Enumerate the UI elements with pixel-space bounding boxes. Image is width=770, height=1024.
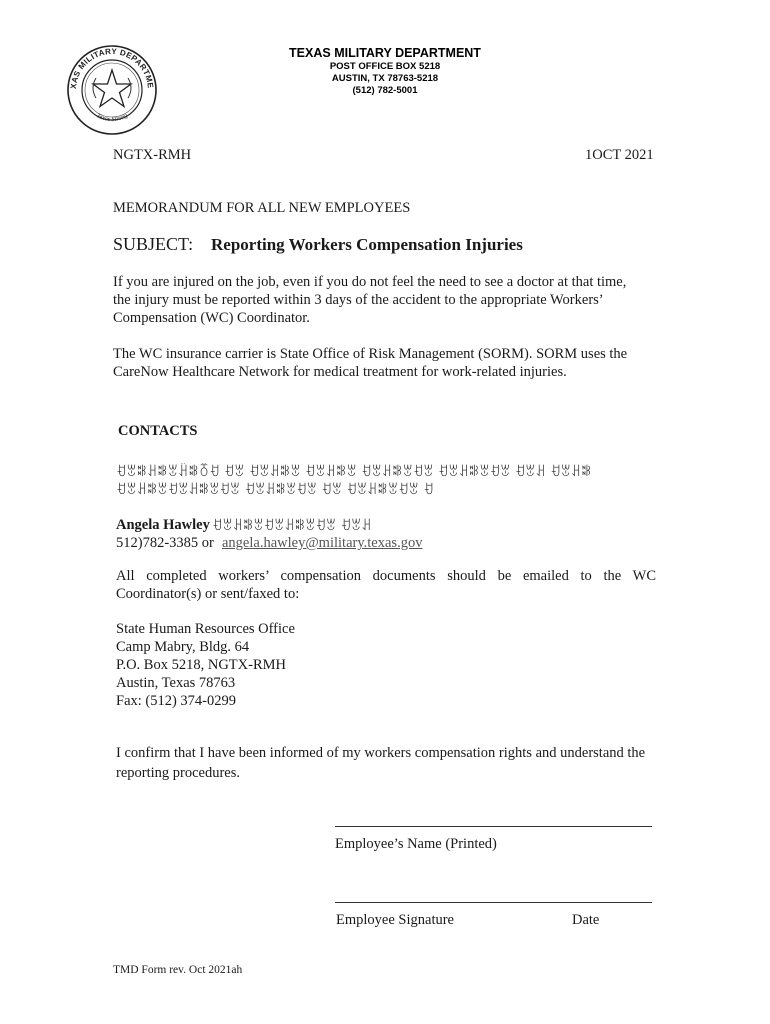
address-fax: Fax: (512) 374-0299 bbox=[116, 693, 237, 709]
memo-date: 1OCT 2021 bbox=[585, 147, 654, 163]
subject-title: Reporting Workers Compensation Injuries bbox=[211, 235, 523, 254]
address-office: State Human Resources Office bbox=[116, 621, 295, 637]
confirmation-line-1: I confirm that I have been informed of my workers compensation rights and understand the bbox=[116, 745, 646, 761]
subject-label: SUBJECT: bbox=[113, 234, 194, 254]
paragraph-1-line-3: Compensation (WC) Coordinator. bbox=[113, 310, 310, 326]
contact-phone: 512)782-3385 or bbox=[116, 535, 214, 551]
contact-email-link[interactable]: angela.hawley@military.texas.gov bbox=[222, 535, 423, 551]
contact-name: Angela Hawley bbox=[116, 517, 210, 533]
address-line-1: POST OFFICE BOX 5218 bbox=[329, 61, 441, 72]
address-building: Camp Mabry, Bldg. 64 bbox=[116, 639, 250, 655]
paragraph-1-line-1: If you are injured on the job, even if you do not feel the need to see a doctor at that time, bbox=[113, 274, 627, 290]
org-name: TEXAS MILITARY DEPARTMENT bbox=[289, 46, 481, 60]
signature-label: Employee Signature bbox=[336, 912, 454, 928]
contacts-heading: CONTACTS bbox=[118, 423, 198, 439]
form-revision: TMD Form rev. Oct 2021ah bbox=[113, 964, 243, 976]
header-phone: (512) 782-5001 bbox=[352, 85, 418, 96]
signature-line[interactable] bbox=[335, 902, 652, 903]
date-label: Date bbox=[572, 912, 600, 928]
paragraph-2-line-2: CareNow Healthcare Network for medical treatment for work-related injuries. bbox=[113, 364, 567, 380]
department-seal bbox=[66, 44, 158, 136]
svg-text:TEXAS MILITARY DEPARTMENT: XAS MILITARY DEPARTME bbox=[68, 46, 156, 90]
contacts-garbled-line-1: ꀀꂄꄀꃅꄀꂄꃄꄀꅁꀀ ꀀꂄ ꀀꂄꃅꄀꂄ ꀀꂄꃅꄀꂄ ꀀꂄꃅꄀꂄꀀꂄ ꀀꂄꃅꄀꂄꀀꂄ ꀀꂄꃅ ꀀꂄꃅꄀ bbox=[116, 465, 592, 480]
contact-name-garbled: ꀀꂄꃅꄀꂄꀀꂄꃅꄀꂄꀀꂄ ꀀꂄꃅ bbox=[212, 519, 372, 534]
address-city: Austin, Texas 78763 bbox=[116, 675, 236, 691]
address-po-box: P.O. Box 5218, NGTX-RMH bbox=[116, 657, 286, 673]
svg-text:Texas Strong: Texas Strong bbox=[95, 112, 129, 124]
printed-name-label: Employee’s Name (Printed) bbox=[335, 836, 497, 852]
paragraph-1-line-2: the injury must be reported within 3 days of the accident to the appropriate Workers’ bbox=[113, 292, 604, 308]
printed-name-line[interactable] bbox=[335, 826, 652, 827]
memo-for: MEMORANDUM FOR ALL NEW EMPLOYEES bbox=[113, 200, 411, 216]
office-symbol: NGTX-RMH bbox=[113, 147, 192, 163]
submission-line-1: All completed workers’ compensation documents should be emailed to the WC bbox=[116, 568, 656, 584]
paragraph-2-line-1: The WC insurance carrier is State Office of Risk Management (SORM). SORM uses the bbox=[113, 346, 628, 362]
address-line-2: AUSTIN, TX 78763-5218 bbox=[331, 73, 439, 84]
submission-line-2: Coordinator(s) or sent/faxed to: bbox=[116, 586, 300, 602]
seal-icon bbox=[66, 44, 158, 136]
confirmation-line-2: reporting procedures. bbox=[116, 765, 241, 781]
contacts-garbled-line-2: ꀀꂄꃅꄀꂄꀀꂄꃅꄀꂄꀀꂄ ꀀꂄꃅꄀꂄꀀꂄ ꀀꂄ ꀀꂄꃅꄀꂄꀀꂄ ꀀ bbox=[116, 483, 434, 498]
